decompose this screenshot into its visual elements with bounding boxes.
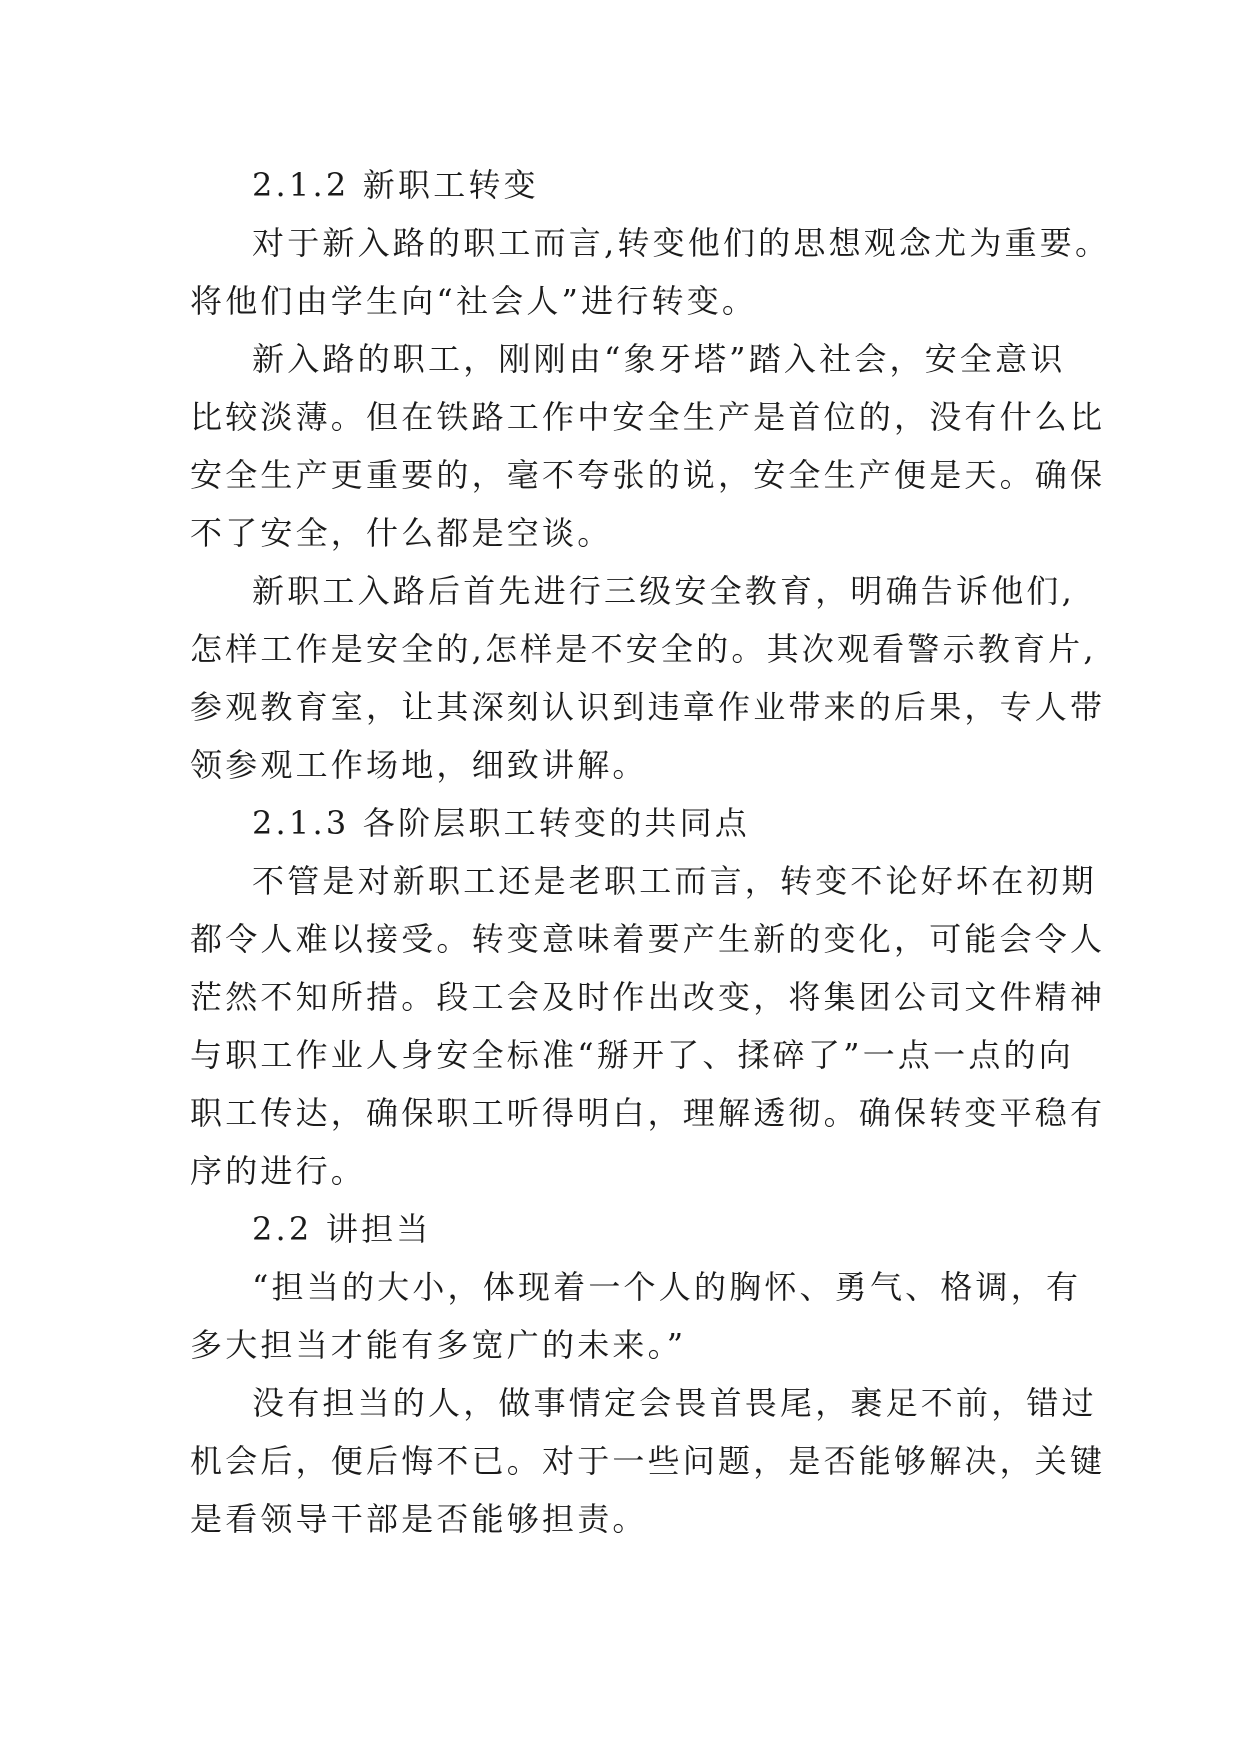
paragraph-line: 茫然不知所措。段工会及时作出改变，将集团公司文件精神	[190, 978, 1106, 1016]
paragraph-line: 都令人难以接受。转变意味着要产生新的变化，可能会令人	[190, 920, 1106, 958]
paragraph-line: 新入路的职工，刚刚由“象牙塔”踏入社会，安全意识	[252, 340, 1066, 378]
paragraph-line: 安全生产更重要的，毫不夸张的说，安全生产便是天。确保	[190, 456, 1106, 494]
paragraph-line: 领参观工作场地，细致讲解。	[190, 746, 648, 784]
paragraph-line: 参观教育室，让其深刻认识到违章作业带来的后果，专人带	[190, 688, 1106, 726]
paragraph-line: 怎样工作是安全的,怎样是不安全的。其次观看警示教育片,	[190, 630, 1097, 668]
paragraph-line: 对于新入路的职工而言,转变他们的思想观念尤为重要。	[252, 224, 1111, 262]
paragraph-line: 不管是对新职工还是老职工而言，转变不论好坏在初期	[252, 862, 1097, 900]
paragraph-line: 新职工入路后首先进行三级安全教育，明确告诉他们,	[252, 572, 1075, 610]
section-heading-2-1-2: 2.1.2 新职工转变	[252, 166, 539, 204]
paragraph-line: 机会后，便后悔不已。对于一些问题，是否能够解决，关键	[190, 1442, 1106, 1480]
paragraph-line: 与职工作业人身安全标准“掰开了、揉碎了”一点一点的向	[190, 1036, 1074, 1074]
paragraph-line: 没有担当的人，做事情定会畏首畏尾，裹足不前，错过	[252, 1384, 1097, 1422]
paragraph-line: 职工传达，确保职工听得明白，理解透彻。确保转变平稳有	[190, 1094, 1106, 1132]
quote-line: 多大担当才能有多宽广的未来。”	[190, 1326, 687, 1364]
paragraph-line: 序的进行。	[190, 1152, 367, 1190]
section-heading-2-2: 2.2 讲担当	[252, 1210, 432, 1248]
paragraph-line: 不了安全，什么都是空谈。	[190, 514, 613, 552]
paragraph-line: 比较淡薄。但在铁路工作中安全生产是首位的，没有什么比	[190, 398, 1106, 436]
quote-line: “担当的大小，体现着一个人的胸怀、勇气、格调，有	[252, 1268, 1082, 1306]
section-heading-2-1-3: 2.1.3 各阶层职工转变的共同点	[252, 804, 750, 842]
paragraph-line: 将他们由学生向“社会人”进行转变。	[190, 282, 758, 320]
paragraph-line: 是看领导干部是否能够担责。	[190, 1500, 648, 1538]
